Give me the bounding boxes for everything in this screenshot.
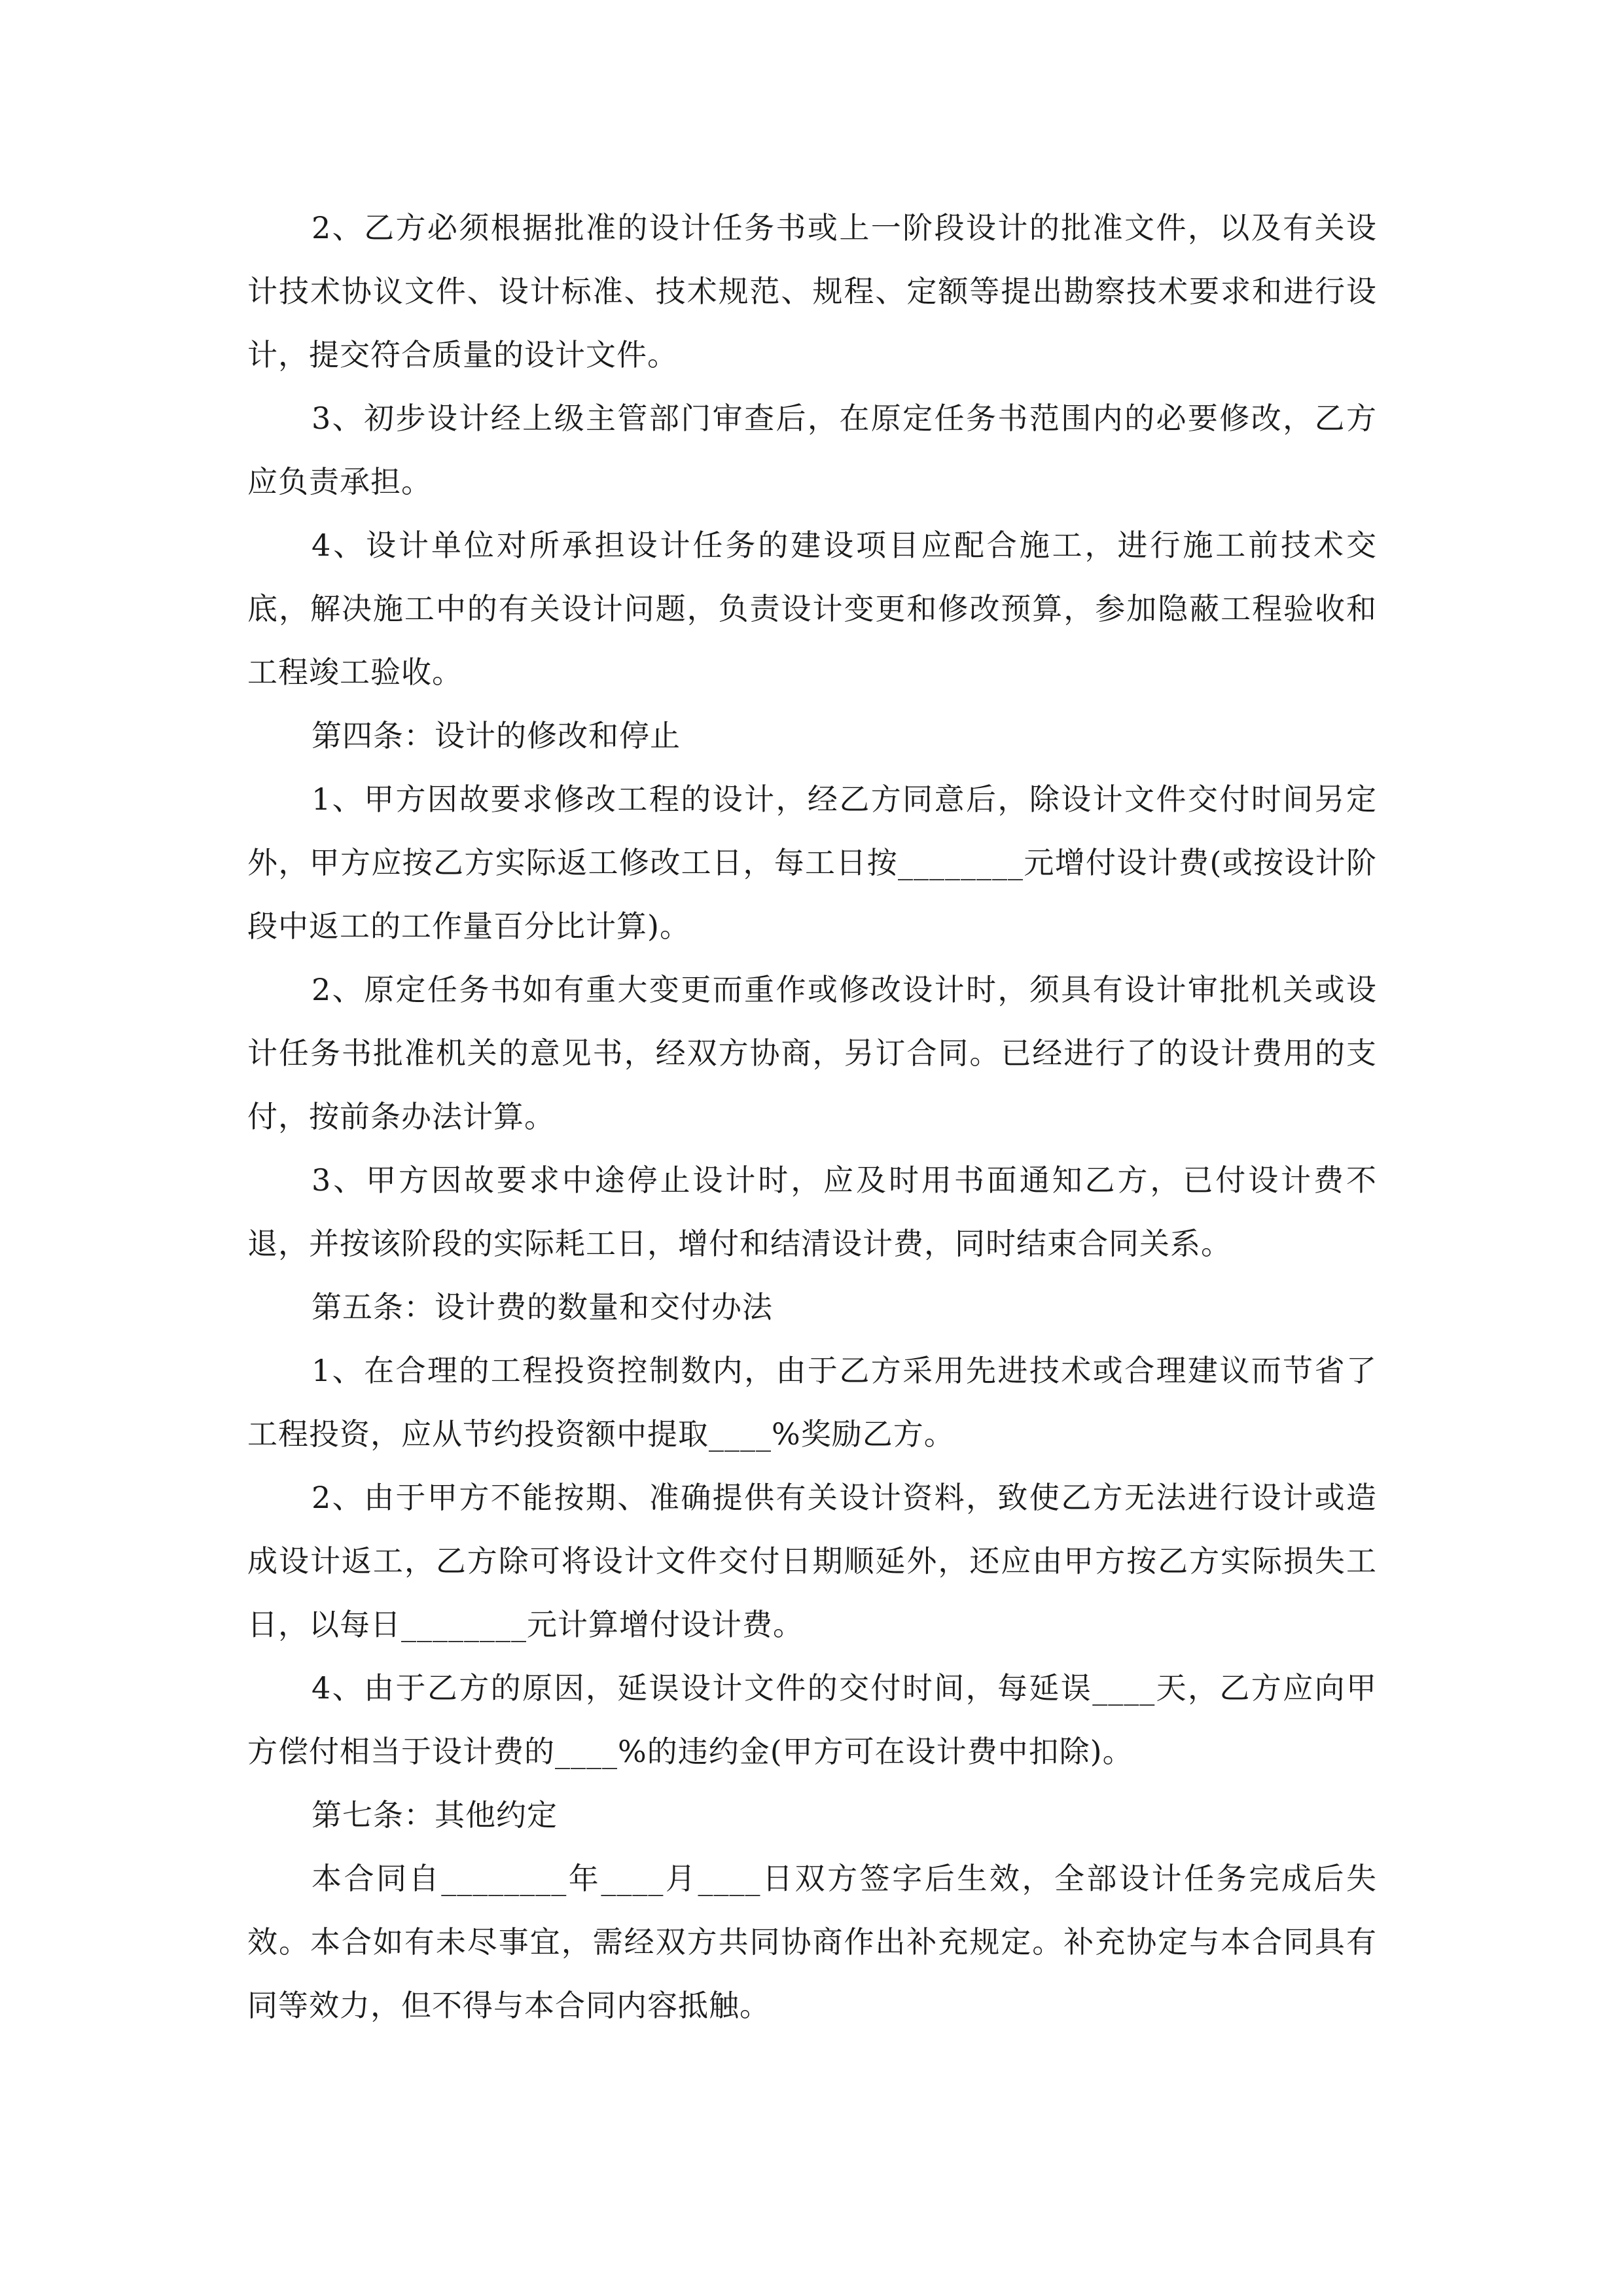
article-5-item-2: 2、由于甲方不能按期、准确提供有关设计资料，致使乙方无法进行设计或造成设计返工，乙方除可将设计文件交付日期顺延外，还应由甲方按乙方实际损失工日，以每日________元计算增付设计费。 (247, 1480, 1377, 1642)
article-7-body: 本合同自________年____月____日双方签字后生效，全部设计任务完成后失效。本合如有未尽事宜，需经双方共同协商作出补充规定。补充协定与本合同具有同等效力，但不得与本合同内容抵触。 (247, 1861, 1377, 2023)
article-5-item-1: 1、在合理的工程投资控制数内，由于乙方采用先进技术或合理建议而节省了工程投资，应从节约投资额中提取____%奖励乙方。 (247, 1353, 1377, 1452)
article-7-heading: 第七条：其他约定 (312, 1797, 558, 1833)
clause-3-item-2: 2、乙方必须根据批准的设计任务书或上一阶段设计的批准文件，以及有关设计技术协议文件、设计标准、技术规范、规程、定额等提出勘察技术要求和进行设计，提交符合质量的设计文件。 (247, 210, 1377, 372)
document-body (247, 196, 1377, 2037)
article-4-heading: 第四条：设计的修改和停止 (312, 718, 681, 753)
article-5-heading: 第五条：设计费的数量和交付办法 (312, 1289, 773, 1325)
article-4-item-1: 1、甲方因故要求修改工程的设计，经乙方同意后，除设计文件交付时间另定外，甲方应按乙方实际返工修改工日，每工日按________元增付设计费(或按设计阶段中返工的工作量百分比计算)。 (247, 781, 1377, 944)
article-4-item-2: 2、原定任务书如有重大变更而重作或修改设计时，须具有设计审批机关或设计任务书批准机关的意见书，经双方协商，另订合同。已经进行了的设计费用的支付，按前条办法计算。 (247, 972, 1377, 1134)
clause-3-item-3: 3、初步设计经上级主管部门审查后，在原定任务书范围内的必要修改，乙方应负责承担。 (247, 401, 1377, 499)
article-5-item-4: 4、由于乙方的原因，延误设计文件的交付时间，每延误____天，乙方应向甲方偿付相当于设计费的____%的违约金(甲方可在设计费中扣除)。 (247, 1670, 1377, 1769)
clause-3-item-4: 4、设计单位对所承担设计任务的建设项目应配合施工，进行施工前技术交底，解决施工中的有关设计问题，负责设计变更和修改预算，参加隐蔽工程验收和工程竣工验收。 (247, 528, 1377, 690)
article-4-item-3: 3、甲方因故要求中途停止设计时，应及时用书面通知乙方，已付设计费不退，并按该阶段的实际耗工日，增付和结清设计费，同时结束合同关系。 (247, 1162, 1377, 1261)
